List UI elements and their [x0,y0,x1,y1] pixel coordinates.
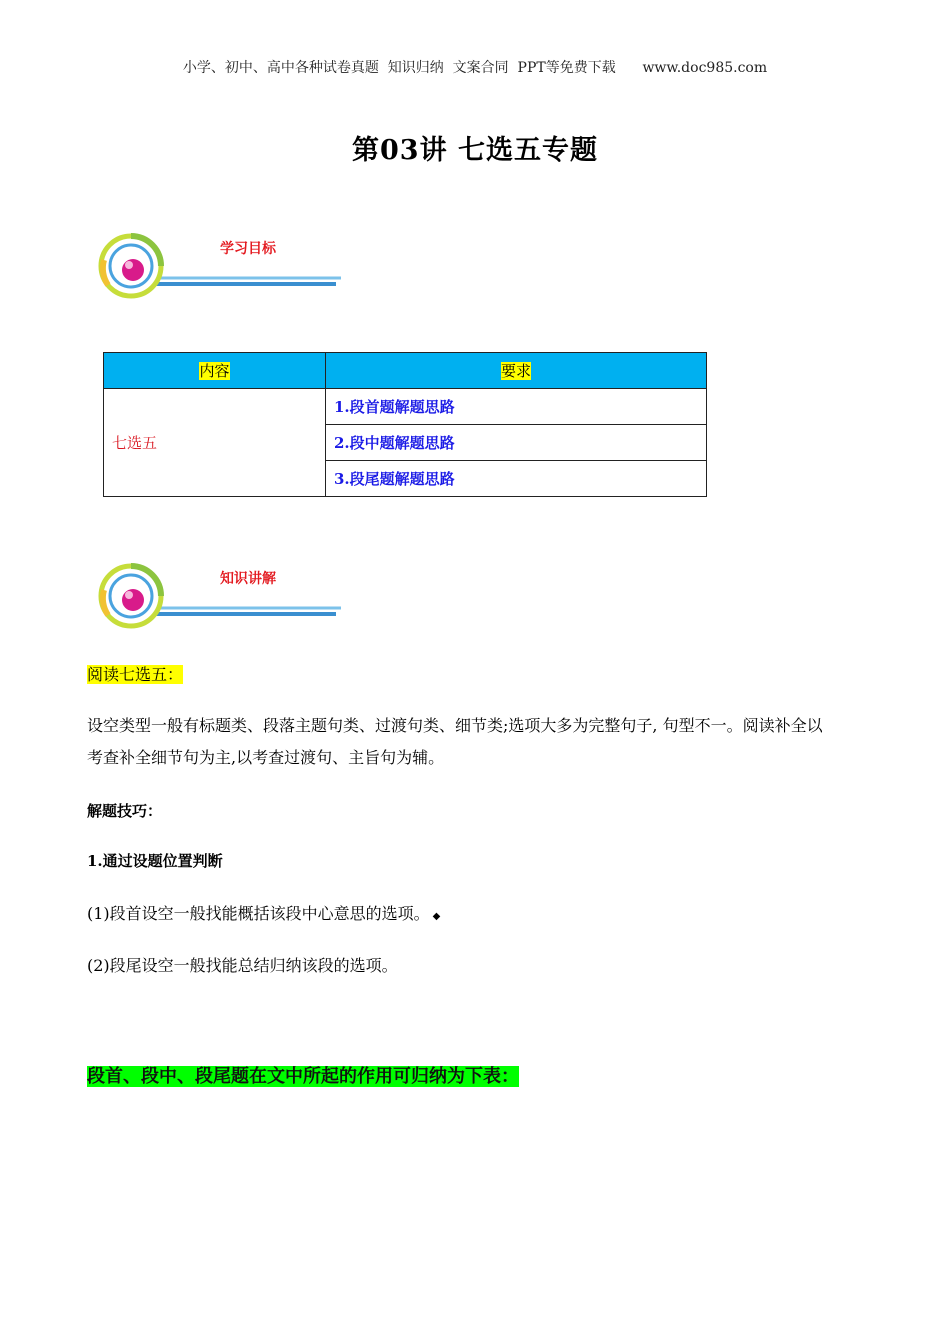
intro-line: 设空类型一般有标题类、段落主题句类、过渡句类、细节类;选项大多为完整句子, 句型不一。阅读补全以 [87,716,823,735]
intro-line: 考查补全细节句为主,以考查过渡句、主旨句为辅。 [87,748,445,767]
requirement-cell: 2.段中题解题思路 [326,425,707,461]
section-label-text: 阅读七选五： [87,665,184,684]
tips-heading: 解题技巧： [87,802,163,820]
summary-text: 段首、段中、段尾题在文中所起的作用可归纳为下表： [87,1066,519,1087]
requirement-cell: 3.段尾题解题思路 [326,461,707,497]
table-header-row [104,353,707,389]
page-header: 小学、初中、高中各种试卷真题 知识归纳 文案合同 PPT等免费下载 www.doc985.com [182,60,768,76]
point-text: (1)段首设空一般找能概括该段中心意思的选项。 [87,904,430,923]
summary-line [87,1061,877,1093]
point1-a [87,898,877,933]
row-label-cell: 七选五 [104,389,326,497]
requirement-cell: 1.段首题解题思路 [326,389,707,425]
badge-label: 学习目标 [220,241,276,257]
point1-b: (2)段尾设空一般找能总结归纳该段的选项。 [87,956,398,975]
badge-label: 知识讲解 [220,571,276,587]
table-row [104,389,707,425]
goals-table [103,352,707,497]
point1-heading: 1.通过设题位置判断 [87,852,223,870]
section-badge-knowledge [98,560,348,630]
diamond-marker-icon: ◆ [432,911,441,922]
header-cell-requirement [326,353,707,389]
section-badge-goals [98,230,348,300]
header-label: 内容 [199,362,230,380]
section-label [87,659,877,691]
header-label: 要求 [500,362,531,380]
page-title: 第03讲 七选五专题 [352,135,598,166]
header-cell-content [104,353,326,389]
intro-paragraph [87,710,877,774]
